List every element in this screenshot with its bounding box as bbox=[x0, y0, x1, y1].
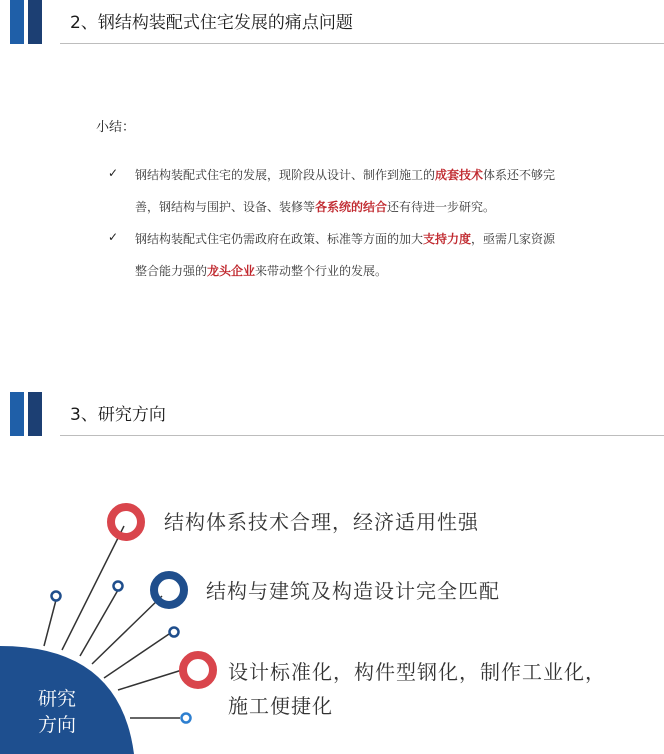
direction-item-2: 结构与建筑及构造设计完全匹配 bbox=[206, 579, 500, 603]
red-ring-icon bbox=[111, 507, 141, 537]
connector-line bbox=[80, 590, 118, 656]
center-label-line-2: 方向 bbox=[38, 714, 77, 736]
small-ring-icon bbox=[114, 582, 123, 591]
check-icon: ✓ bbox=[108, 166, 119, 180]
header-bar-light bbox=[10, 392, 24, 436]
bullet-2-line-1 bbox=[135, 230, 555, 247]
section-title-3: 3、研究方向 bbox=[70, 405, 166, 425]
bullet-1-line-1 bbox=[135, 166, 555, 183]
connector-line bbox=[104, 632, 172, 678]
small-ring-icon bbox=[52, 592, 61, 601]
body-text: 整合能力强的 bbox=[135, 264, 208, 278]
center-label-line-1: 研究 bbox=[38, 688, 77, 710]
direction-item-1: 结构体系技术合理，经济适用性强 bbox=[164, 510, 479, 534]
section-header-3 bbox=[0, 392, 664, 436]
highlight-text: 各系统的结合 bbox=[315, 200, 388, 214]
body-text: 钢结构装配式住宅的发展，现阶段从设计、制作到施工的 bbox=[135, 168, 436, 182]
summary-label: 小结： bbox=[96, 120, 136, 135]
body-text: 还有待进一步研究。 bbox=[387, 200, 496, 214]
body-text: 善，钢结构与围护、设备、装修等 bbox=[135, 200, 316, 214]
header-bar-dark bbox=[28, 392, 42, 436]
section-header-2 bbox=[0, 0, 664, 44]
small-ring-icon bbox=[170, 628, 179, 637]
section-title-2: 2、钢结构装配式住宅发展的痛点问题 bbox=[70, 13, 353, 33]
body-text: 体系还不够完 bbox=[483, 168, 556, 182]
check-icon: ✓ bbox=[108, 230, 119, 244]
body-text: 钢结构装配式住宅仍需政府在政策、标准等方面的加大 bbox=[135, 232, 424, 246]
red-ring-icon bbox=[183, 655, 213, 685]
highlight-text: 成套技术 bbox=[435, 168, 484, 182]
connector-line bbox=[118, 670, 182, 690]
header-divider bbox=[60, 43, 664, 44]
bullet-1-line-2 bbox=[135, 198, 495, 215]
header-divider bbox=[60, 435, 664, 436]
bullet-2-line-2 bbox=[135, 262, 387, 279]
direction-item-3-line-2: 施工便捷化 bbox=[228, 694, 333, 718]
body-text: ，亟需几家资源 bbox=[471, 232, 556, 246]
header-bar-light bbox=[10, 0, 24, 44]
highlight-text: 龙头企业 bbox=[207, 264, 256, 278]
highlight-text: 支持力度 bbox=[423, 232, 472, 246]
body-text: 来带动整个行业的发展。 bbox=[255, 264, 388, 278]
small-ring-icon bbox=[182, 714, 191, 723]
direction-item-3-line-1: 设计标准化，构件型钢化，制作工业化， bbox=[228, 660, 606, 684]
blue-ring-icon bbox=[154, 575, 184, 605]
connector-line bbox=[44, 600, 56, 646]
connector-line bbox=[92, 596, 162, 664]
header-bar-dark bbox=[28, 0, 42, 44]
